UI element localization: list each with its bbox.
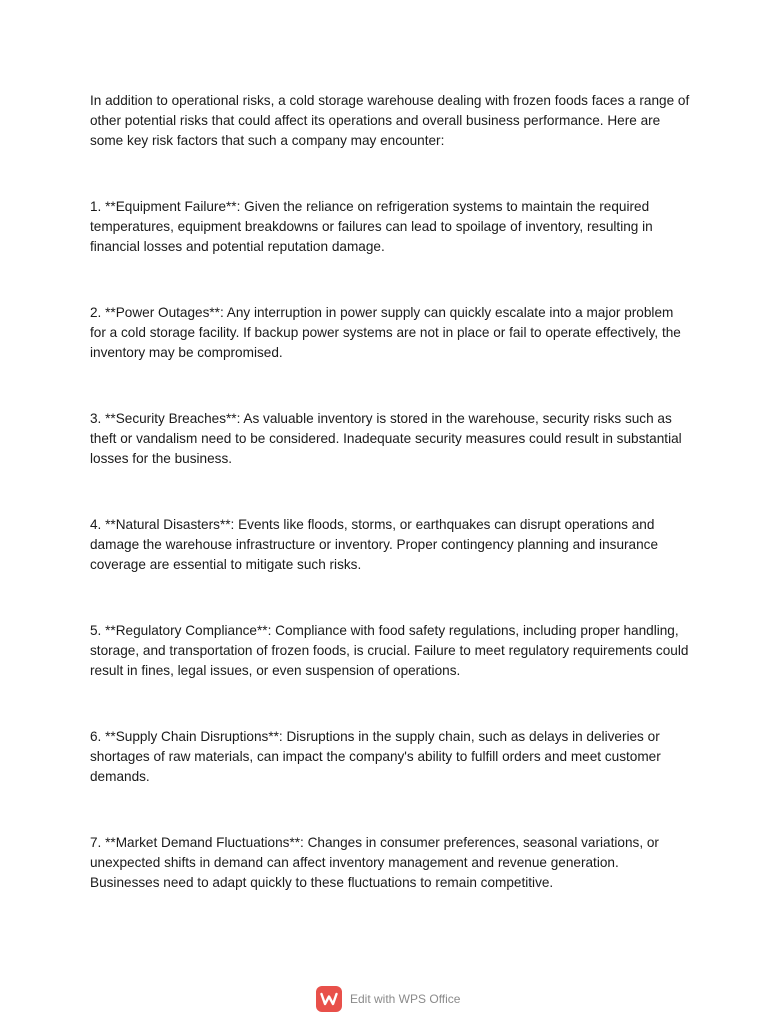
risk-item-market-demand: 7. **Market Demand Fluctuations**: Changes in consumer preferences, seasonal variations, or unexpected shifts in demand can affect inventory management and revenue generation. Businesses need to adapt quickly to these fluctuations to remain competitive. (90, 835, 659, 890)
risk-item-regulatory-compliance: 5. **Regulatory Compliance**: Compliance with food safety regulations, including proper handling, storage, and transportation of frozen foods, is crucial. Failure to meet regulatory requirements could result in fines, legal issues, or even suspension of operations. (90, 623, 689, 678)
wps-office-logo-icon (316, 986, 342, 1012)
risk-item-power-outages: 2. **Power Outages**: Any interruption in power supply can quickly escalate into a major problem for a cold storage facility. If backup power systems are not in place or fail to operate effectively, the inventory may be compromised. (90, 305, 681, 360)
intro-paragraph: In addition to operational risks, a cold storage warehouse dealing with frozen foods faces a range of other potential risks that could affect its operations and overall business performance. Here are some key risk factors that such a company may encounter: (90, 93, 690, 148)
risk-item-natural-disasters: 4. **Natural Disasters**: Events like floods, storms, or earthquakes can disrupt operations and damage the warehouse infrastructure or inventory. Proper contingency planning and insurance coverage are essential to mitigate such risks. (90, 517, 659, 572)
risk-item-equipment-failure: 1. **Equipment Failure**: Given the reliance on refrigeration systems to maintain the required temperatures, equipment breakdowns or failures can lead to spoilage of inventory, resulting in financial losses and potential reputation damage. (90, 199, 653, 254)
risk-item-supply-chain: 6. **Supply Chain Disruptions**: Disruptions in the supply chain, such as delays in deliveries or shortages of raw materials, can impact the company's ability to fulfill orders and meet customer demands. (90, 729, 661, 784)
document-body (90, 91, 690, 939)
risk-item-security-breaches: 3. **Security Breaches**: As valuable inventory is stored in the warehouse, security risks such as theft or vandalism need to be considered. Inadequate security measures could result in substantial losses for the business. (90, 411, 682, 466)
edit-with-wps-badge[interactable] (316, 985, 460, 1013)
wps-badge-label: Edit with WPS Office (350, 992, 461, 1006)
